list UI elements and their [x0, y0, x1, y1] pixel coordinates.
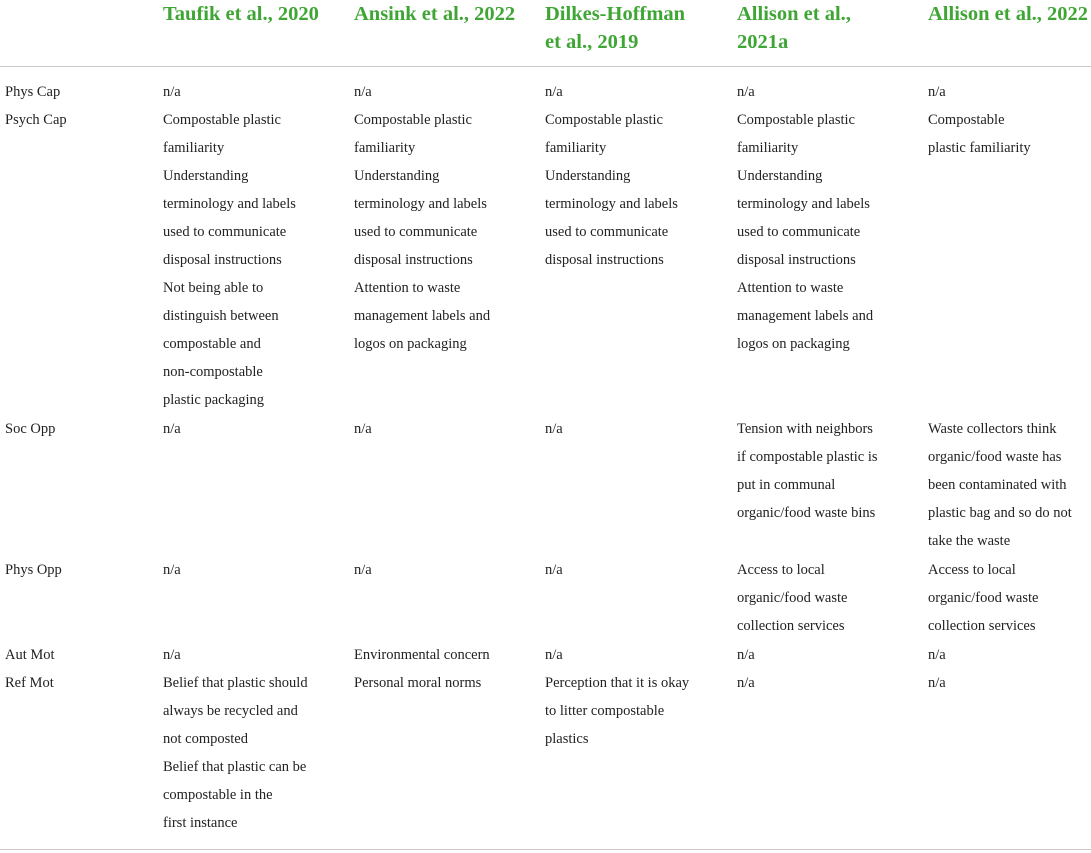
cell-line: Tension with neighbors	[737, 421, 873, 437]
cell-line: logos on packaging	[354, 336, 467, 352]
cell-line: Perception that it is okay	[545, 675, 690, 691]
row-label: Phys Cap	[5, 84, 61, 100]
cell-line: Access to local	[928, 562, 1016, 578]
table-cell	[354, 415, 372, 443]
column-header-line: Allison et al., 2022	[928, 3, 1089, 25]
column-header-line: Taufik et al., 2020	[163, 3, 319, 25]
table-cell	[545, 556, 563, 584]
column-header	[354, 0, 515, 28]
cell-line: n/a	[545, 421, 563, 437]
cell-line: organic/food waste	[737, 590, 848, 606]
cell-line: Understanding	[163, 168, 249, 184]
cell-line: logos on packaging	[737, 336, 850, 352]
cell-line: n/a	[545, 562, 563, 578]
table-cell	[545, 669, 689, 753]
table-cell	[163, 556, 181, 584]
cell-line: distinguish between	[163, 308, 279, 324]
cell-line: plastic bag and so do not	[928, 505, 1072, 521]
cell-line: terminology and labels	[545, 196, 678, 212]
cell-line: organic/food waste	[928, 590, 1039, 606]
cell-line: been contaminated with	[928, 477, 1067, 493]
cell-line: Attention to waste	[354, 280, 461, 296]
cell-line: familiarity	[545, 140, 607, 156]
table-cell	[163, 106, 296, 414]
column-header-line: et al., 2019	[545, 31, 639, 53]
table-cell	[737, 669, 755, 697]
cell-line: Personal moral norms	[354, 675, 482, 691]
cell-line: plastic packaging	[163, 392, 265, 408]
cell-line: organic/food waste bins	[737, 505, 876, 521]
cell-line: terminology and labels	[737, 196, 870, 212]
header-rule	[0, 66, 1091, 67]
table-cell	[545, 415, 563, 443]
table-cell	[163, 641, 181, 669]
column-header	[928, 0, 1088, 28]
cell-line: disposal instructions	[163, 252, 282, 268]
column-header	[163, 0, 319, 28]
cell-line: Attention to waste	[737, 280, 844, 296]
table-cell	[545, 78, 563, 106]
cell-line: Compostable	[928, 112, 1005, 128]
table-cell	[928, 556, 1038, 640]
cell-line: n/a	[163, 647, 181, 663]
cell-line: n/a	[354, 421, 372, 437]
cell-line: plastics	[545, 731, 589, 747]
cell-line: Understanding	[545, 168, 631, 184]
cell-line: collection services	[928, 618, 1036, 634]
cell-line: n/a	[163, 84, 181, 100]
table-cell	[737, 415, 878, 527]
cell-line: Compostable plastic	[163, 112, 281, 128]
column-header-line: Ansink et al., 2022	[354, 3, 516, 25]
table-cell	[545, 106, 678, 274]
cell-line: familiarity	[737, 140, 799, 156]
bottom-rule	[0, 849, 1091, 850]
cell-line: used to communicate	[545, 224, 669, 240]
cell-line: familiarity	[163, 140, 225, 156]
cell-line: Belief that plastic can be	[163, 759, 307, 775]
table-cell	[163, 415, 181, 443]
cell-line: Access to local	[737, 562, 825, 578]
cell-line: Compostable plastic	[545, 112, 663, 128]
table-cell	[163, 78, 181, 106]
cell-line: management labels and	[737, 308, 874, 324]
cell-line: compostable and	[163, 336, 261, 352]
table-cell	[163, 669, 308, 837]
column-header-line: 2021a	[737, 31, 789, 53]
cell-line: terminology and labels	[163, 196, 296, 212]
cell-line: Not being able to	[163, 280, 264, 296]
column-header-line: Allison et al.,	[737, 3, 851, 25]
column-header	[545, 0, 685, 56]
row-label: Ref Mot	[5, 675, 54, 691]
cell-line: management labels and	[354, 308, 491, 324]
cell-line: Waste collectors think	[928, 421, 1057, 437]
cell-line: used to communicate	[163, 224, 287, 240]
cell-line: n/a	[545, 84, 563, 100]
cell-line: plastic familiarity	[928, 140, 1031, 156]
cell-line: n/a	[737, 84, 755, 100]
cell-line: to litter compostable	[545, 703, 665, 719]
table-cell	[354, 641, 490, 669]
cell-line: n/a	[354, 84, 372, 100]
cell-line: if compostable plastic is	[737, 449, 878, 465]
column-header	[737, 0, 851, 56]
cell-line: collection services	[737, 618, 845, 634]
table-cell	[737, 556, 847, 640]
table-cell	[354, 106, 490, 358]
table-cell	[737, 106, 873, 358]
cell-line: disposal instructions	[545, 252, 664, 268]
cell-line: Understanding	[737, 168, 823, 184]
table-cell	[928, 669, 946, 697]
table-cell	[928, 106, 1031, 162]
cell-line: always be recycled and	[163, 703, 298, 719]
table-cell	[737, 78, 755, 106]
cell-line: Understanding	[354, 168, 440, 184]
cell-line: terminology and labels	[354, 196, 487, 212]
cell-line: n/a	[928, 647, 946, 663]
cell-line: compostable in the	[163, 787, 273, 803]
cell-line: Compostable plastic	[354, 112, 472, 128]
cell-line: take the waste	[928, 533, 1011, 549]
cell-line: n/a	[163, 421, 181, 437]
cell-line: disposal instructions	[354, 252, 473, 268]
cell-line: put in communal	[737, 477, 836, 493]
cell-line: n/a	[545, 647, 563, 663]
cell-line: first instance	[163, 815, 238, 831]
table-cell	[545, 641, 563, 669]
cell-line: Compostable plastic	[737, 112, 855, 128]
table-cell	[928, 78, 946, 106]
row-label: Phys Opp	[5, 562, 62, 578]
row-label: Aut Mot	[5, 647, 55, 663]
cell-line: n/a	[354, 562, 372, 578]
cell-line: not composted	[163, 731, 248, 747]
cell-line: disposal instructions	[737, 252, 856, 268]
table-cell	[928, 415, 1072, 555]
cell-line: Environmental concern	[354, 647, 490, 663]
cell-line: organic/food waste has	[928, 449, 1062, 465]
cell-line: n/a	[737, 647, 755, 663]
cell-line: n/a	[928, 84, 946, 100]
cell-line: used to communicate	[354, 224, 478, 240]
table-cell	[928, 641, 946, 669]
column-header-line: Dilkes-Hoffman	[545, 3, 686, 25]
row-label: Psych Cap	[5, 112, 67, 128]
cell-line: used to communicate	[737, 224, 861, 240]
cell-line: Belief that plastic should	[163, 675, 308, 691]
cell-line: familiarity	[354, 140, 416, 156]
table-cell	[354, 669, 481, 697]
row-label: Soc Opp	[5, 421, 56, 437]
table-cell	[354, 556, 372, 584]
table-cell	[354, 78, 372, 106]
table-cell	[737, 641, 755, 669]
cell-line: n/a	[163, 562, 181, 578]
cell-line: non-compostable	[163, 364, 263, 380]
cell-line: n/a	[928, 675, 946, 691]
cell-line: n/a	[737, 675, 755, 691]
